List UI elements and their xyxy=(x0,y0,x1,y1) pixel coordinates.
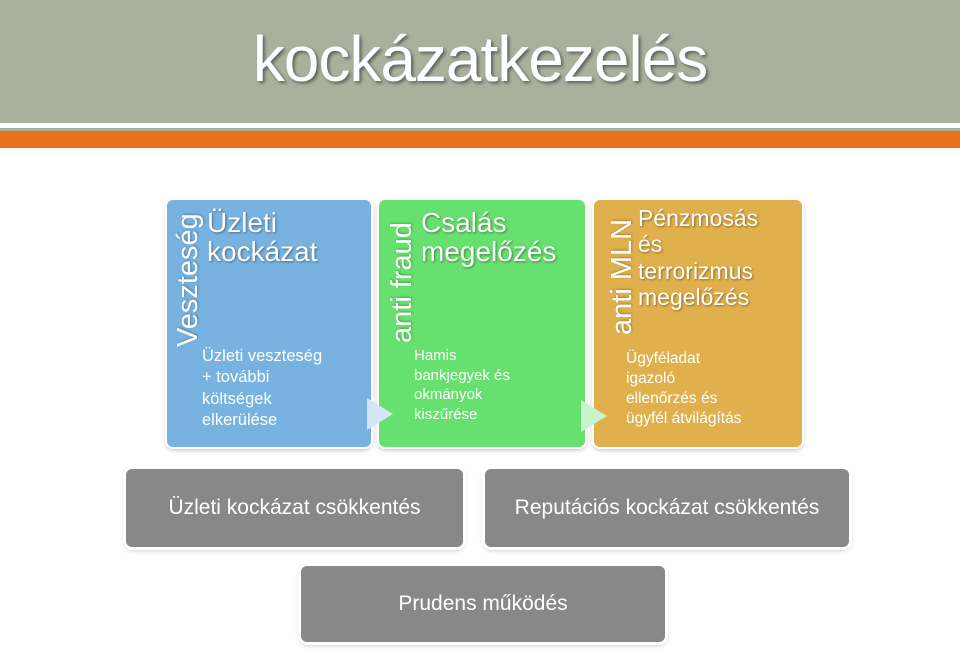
card-side-label: anti fraud xyxy=(386,222,418,343)
outcome-prudent-operation: Prudens működés xyxy=(301,566,665,642)
arrow-right-icon xyxy=(581,400,607,432)
card-body xyxy=(414,346,510,424)
card-body-line: okmányok xyxy=(414,386,483,403)
card-body-line: ügyfél átvilágítás xyxy=(626,410,742,428)
card-side-label: anti MLN xyxy=(606,218,638,335)
page-title: kockázatkezelés xyxy=(252,23,708,95)
arrow-right-icon xyxy=(367,398,393,430)
card-body-line: kiszűrése xyxy=(414,405,478,423)
card-heading-line: és xyxy=(638,231,663,258)
card-heading xyxy=(638,205,758,311)
card-heading-line: megelőzés xyxy=(638,284,750,311)
card-body-line: Hamis xyxy=(414,347,457,364)
card-heading xyxy=(421,208,556,267)
card-body-line: bankjegyek és xyxy=(414,366,510,384)
card-side-label: Veszteség xyxy=(172,213,204,347)
card-body-line: igazoló xyxy=(626,370,676,388)
card-heading xyxy=(207,208,318,267)
card-heading-line: Üzleti xyxy=(207,207,278,238)
card-heading-line: Csalás xyxy=(421,207,507,238)
outcome-business-risk-reduction: Üzleti kockázat csökkentés xyxy=(126,469,463,547)
card-heading-line: megelőzés xyxy=(421,236,557,268)
card-body xyxy=(202,346,322,432)
card-body-line: ellenőrzés és xyxy=(626,390,718,408)
card-body-line: + további xyxy=(202,368,270,387)
card-body-line: elkerülése xyxy=(202,411,278,430)
card-heading-line: terrorizmus xyxy=(638,257,754,284)
card-body-line: költségek xyxy=(202,389,272,408)
divider-orange xyxy=(0,131,960,148)
card-body-line: Ügyféladat xyxy=(626,350,701,367)
card-heading-line: Pénzmosás xyxy=(638,205,759,231)
card-heading-line: kockázat xyxy=(207,236,318,268)
outcome-reputation-risk-reduction: Reputációs kockázat csökkentés xyxy=(485,469,849,547)
card-body xyxy=(626,349,741,430)
card-body-line: Üzleti veszteség xyxy=(202,347,323,365)
